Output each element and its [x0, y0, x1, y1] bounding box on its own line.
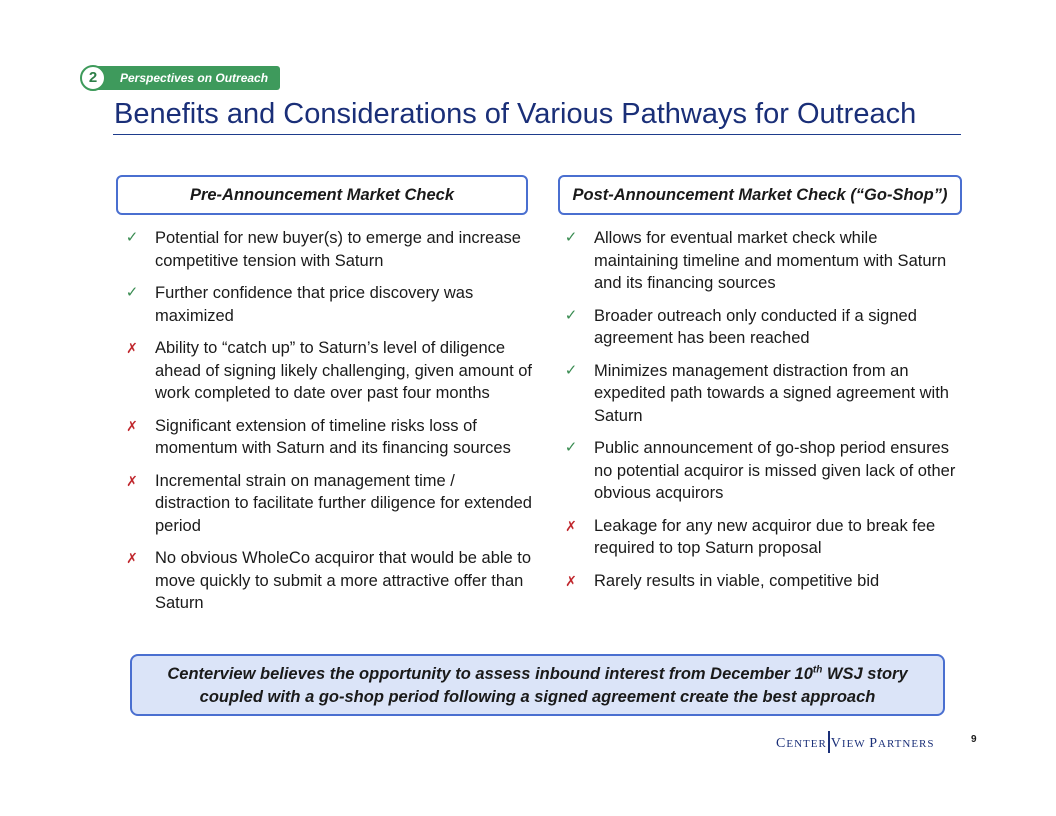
- page-number: 9: [971, 734, 977, 745]
- list-item-text: Further confidence that price discovery was maximized: [155, 284, 474, 325]
- list-item-text: Public announcement of go-shop period ensures no potential acquiror is missed given lack of other obvious acquirors: [594, 439, 956, 502]
- checkmark-icon: ✓: [125, 284, 139, 301]
- list-item-text: Ability to “catch up” to Saturn’s level of diligence ahead of signing likely challenging, given amount of work completed to date over past four months: [155, 339, 533, 402]
- logo-divider: [828, 731, 830, 753]
- list-item-text: Significant extension of timeline risks loss of momentum with Saturn and its financing sources: [155, 416, 511, 457]
- list-item: [124, 337, 534, 405]
- list-item-text: No obvious WholeCo acquiror that would be able to move quickly to submit a more attractive offer than Saturn: [155, 549, 532, 612]
- cross-icon: ✗: [126, 417, 138, 434]
- list-item-text: Rarely results in viable, competitive bid: [594, 571, 880, 590]
- section-tag: [80, 65, 280, 91]
- callout-text-b: WSJ story: [822, 665, 908, 683]
- list-item: [563, 227, 963, 295]
- cross-icon: ✗: [126, 472, 138, 489]
- centerview-partners-logo: [776, 731, 935, 753]
- list-item: [124, 227, 534, 272]
- section-number: 2: [80, 65, 106, 91]
- checkmark-icon: ✓: [564, 306, 578, 324]
- list-item: [563, 515, 963, 560]
- list-item-text: Incremental strain on management time / distraction to facilitate further diligence for extended period: [155, 471, 532, 535]
- cross-icon: ✗: [126, 550, 138, 566]
- list-item: [124, 547, 534, 615]
- list-item: [563, 437, 963, 505]
- list-item-text: Leakage for any new acquiror due to break fee required to top Saturn proposal: [594, 516, 936, 557]
- callout-line-1: [132, 663, 943, 686]
- list-item: [124, 470, 534, 538]
- pre-announcement-heading: Pre-Announcement Market Check: [116, 175, 528, 215]
- page-title: Benefits and Considerations of Various Pathways for Outreach: [114, 98, 917, 130]
- post-announcement-heading: Post-Announcement Market Check (“Go-Shop”): [558, 175, 962, 215]
- logo-text-enter: ENTER: [786, 738, 827, 750]
- callout-line-2: coupled with a go-shop period following a signed agreement create the best approach: [199, 687, 876, 706]
- list-item-text: Minimizes management distraction from an expedited path towards a signed agreement with Saturn: [594, 361, 949, 425]
- logo-initial-p: P: [869, 736, 879, 751]
- title-underline: [113, 134, 961, 135]
- logo-text-iew: IEW: [841, 738, 870, 750]
- list-item-text: Potential for new buyer(s) to emerge and increase competitive tension with Saturn: [155, 229, 521, 270]
- list-item-text: Broader outreach only conducted if a signed agreement has been reached: [594, 306, 917, 347]
- list-item: [124, 282, 534, 327]
- cross-icon: ✗: [565, 572, 577, 589]
- list-item: [563, 305, 963, 350]
- cross-icon: ✗: [126, 340, 138, 356]
- checkmark-icon: ✓: [564, 229, 578, 246]
- logo-text-artners: ARTNERS: [878, 738, 935, 750]
- conclusion-callout: [130, 654, 945, 716]
- callout-superscript: th: [812, 664, 823, 676]
- list-item-text: Allows for eventual market check while maintaining timeline and momentum with Saturn and its financing sources: [594, 229, 947, 292]
- callout-text-a: Centerview believes the opportunity to assess inbound interest from December 10: [167, 665, 813, 683]
- post-announcement-list: [563, 227, 963, 602]
- checkmark-icon: ✓: [125, 229, 139, 246]
- section-label: Perspectives on Outreach: [120, 71, 269, 85]
- list-item: [563, 360, 963, 428]
- checkmark-icon: ✓: [564, 361, 578, 379]
- checkmark-icon: ✓: [564, 439, 578, 456]
- logo-initial-v: V: [830, 736, 842, 751]
- pre-announcement-list: [124, 227, 534, 625]
- cross-icon: ✗: [565, 517, 577, 534]
- logo-initial-c: C: [776, 736, 787, 751]
- list-item: [563, 570, 963, 593]
- list-item: [124, 415, 534, 460]
